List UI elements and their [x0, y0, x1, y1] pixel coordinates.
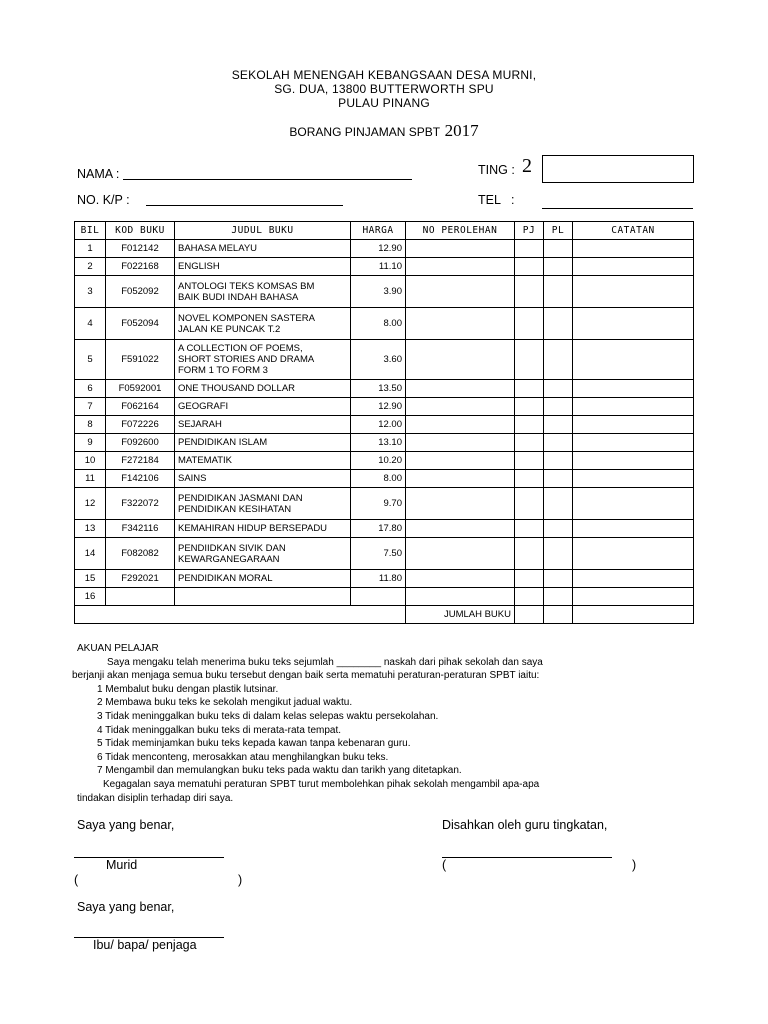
- table-row: [75, 538, 694, 570]
- pj-cell[interactable]: [515, 452, 544, 470]
- table-row: [75, 398, 694, 416]
- judul-cell: [175, 380, 351, 398]
- perolehan-cell[interactable]: [406, 434, 515, 452]
- bil-cell: 4: [75, 308, 106, 340]
- ting-box[interactable]: [542, 155, 694, 183]
- perolehan-cell[interactable]: [406, 276, 515, 308]
- judul-cell: [175, 452, 351, 470]
- bil-cell: 7: [75, 398, 106, 416]
- kod-cell: F072226: [106, 416, 175, 434]
- col-header-catatan: CATATAN: [573, 222, 694, 240]
- guru-signature-line[interactable]: [442, 857, 612, 858]
- judul-cell: [175, 570, 351, 588]
- judul-line: KEMAHIRAN HIDUP BERSEPADU: [178, 523, 328, 534]
- pl-cell[interactable]: [544, 470, 573, 488]
- harga-cell: 8.00: [351, 470, 406, 488]
- judul-line: SEJARAH: [178, 419, 222, 430]
- harga-cell: 12.90: [351, 240, 406, 258]
- pj-cell[interactable]: [515, 416, 544, 434]
- catatan-cell[interactable]: [573, 570, 694, 588]
- table-row: [75, 416, 694, 434]
- pj-cell[interactable]: [515, 588, 544, 606]
- perolehan-cell[interactable]: [406, 380, 515, 398]
- judul-cell: [175, 538, 351, 570]
- akuan-rule: 6 Tidak menconteng, merosakkan atau menghilangkan buku teks.: [97, 751, 389, 763]
- pj-cell[interactable]: [515, 470, 544, 488]
- pj-cell[interactable]: [515, 340, 544, 380]
- pj-cell[interactable]: [515, 434, 544, 452]
- guru-paren-open: (: [442, 858, 447, 872]
- judul-line: ONE THOUSAND DOLLAR: [178, 383, 296, 394]
- murid-paren-close: ): [238, 873, 243, 887]
- harga-cell: [351, 588, 406, 606]
- book-rows: [75, 240, 694, 606]
- table-row: [75, 380, 694, 398]
- table-row: [75, 240, 694, 258]
- pj-cell[interactable]: [515, 380, 544, 398]
- table-row: [75, 434, 694, 452]
- nama-label: NAMA :: [77, 167, 120, 181]
- pl-cell[interactable]: [544, 308, 573, 340]
- perolehan-cell[interactable]: [406, 570, 515, 588]
- judul-line: SHORT STORIES AND DRAMA: [178, 354, 315, 365]
- pl-cell[interactable]: [544, 452, 573, 470]
- judul-line: FORM 1 TO FORM 3: [178, 365, 268, 376]
- judul-cell: [175, 588, 351, 606]
- murid-paren-open: (: [74, 873, 79, 887]
- judul-line: A COLLECTION OF POEMS,: [178, 343, 303, 354]
- catatan-cell[interactable]: [573, 538, 694, 570]
- guru-paren-close: ): [632, 858, 637, 872]
- perolehan-cell[interactable]: [406, 398, 515, 416]
- table-row: [75, 488, 694, 520]
- pl-cell[interactable]: [544, 240, 573, 258]
- bil-cell: 9: [75, 434, 106, 452]
- col-header-kod: KOD BUKU: [106, 222, 175, 240]
- col-header-pj: PJ: [515, 222, 544, 240]
- judul-line: KEWARGANEGARAAN: [178, 553, 280, 565]
- akuan-rule: 4 Tidak meninggalkan buku teks di merata-rata tempat.: [97, 724, 342, 736]
- perolehan-cell[interactable]: [406, 470, 515, 488]
- pl-cell[interactable]: [544, 520, 573, 538]
- catatan-cell[interactable]: [573, 340, 694, 380]
- akuan-rule: 5 Tidak meminjamkan buku teks kepada kawan tanpa kebenaran guru.: [97, 738, 411, 750]
- bil-cell: 3: [75, 276, 106, 308]
- akuan-rule: 1 Membalut buku dengan plastik lutsinar.: [97, 683, 279, 695]
- pj-cell[interactable]: [515, 398, 544, 416]
- table-row: [75, 588, 694, 606]
- judul-line: BAHASA MELAYU: [178, 243, 258, 254]
- jumlah-pl-cell[interactable]: [544, 606, 573, 624]
- akuan-section: [72, 642, 637, 805]
- judul-cell: [175, 258, 351, 276]
- pl-cell[interactable]: [544, 340, 573, 380]
- disahkan-label: Disahkan oleh guru tingkatan,: [442, 818, 608, 832]
- catatan-cell[interactable]: [573, 588, 694, 606]
- col-header-judul: JUDUL BUKU: [175, 222, 351, 240]
- table-header-row: [75, 222, 694, 240]
- kod-cell: F012142: [106, 240, 175, 258]
- bil-cell: 16: [75, 588, 106, 606]
- kod-cell: F322072: [106, 488, 175, 520]
- ting-value: 2: [522, 155, 532, 177]
- judul-cell: [175, 276, 351, 308]
- judul-line: PENDIDIKAN MORAL: [178, 573, 273, 584]
- kod-cell: F591022: [106, 340, 175, 380]
- kod-cell: F292021: [106, 570, 175, 588]
- harga-cell: 12.90: [351, 398, 406, 416]
- perolehan-cell[interactable]: [406, 588, 515, 606]
- bil-cell: 2: [75, 258, 106, 276]
- table-row: [75, 276, 694, 308]
- murid-label: Murid: [106, 858, 138, 872]
- judul-cell: [175, 470, 351, 488]
- akuan-intro-1: Saya mengaku telah menerima buku teks sejumlah ________ naskah dari pihak sekolah dan saya: [107, 656, 543, 668]
- catatan-cell[interactable]: [573, 452, 694, 470]
- kod-cell: F092600: [106, 434, 175, 452]
- judul-cell: [175, 520, 351, 538]
- jumlah-catatan-cell[interactable]: [573, 606, 694, 624]
- judul-cell: [175, 398, 351, 416]
- judul-line: SAINS: [178, 473, 207, 484]
- catatan-cell[interactable]: [573, 240, 694, 258]
- judul-line: ENGLISH: [178, 261, 220, 272]
- pl-cell[interactable]: [544, 434, 573, 452]
- catatan-cell[interactable]: [573, 470, 694, 488]
- kp-field[interactable]: [146, 205, 343, 206]
- pj-cell[interactable]: [515, 240, 544, 258]
- saya-benar-label-2: Saya yang benar,: [77, 900, 175, 914]
- catatan-cell[interactable]: [573, 520, 694, 538]
- judul-cell: [175, 488, 351, 520]
- table-row: [75, 452, 694, 470]
- perolehan-cell[interactable]: [406, 416, 515, 434]
- pj-cell[interactable]: [515, 308, 544, 340]
- harga-cell: 3.90: [351, 276, 406, 308]
- judul-line: ANTOLOGI TEKS KOMSAS BM: [178, 280, 315, 292]
- school-address: SG. DUA, 13800 BUTTERWORTH SPU: [274, 82, 494, 96]
- table-row: [75, 258, 694, 276]
- form-year: 2017: [444, 121, 479, 140]
- perolehan-cell[interactable]: [406, 538, 515, 570]
- akuan-rule: 3 Tidak meninggalkan buku teks di dalam kelas selepas waktu persekolahan.: [97, 710, 439, 722]
- col-header-harga: HARGA: [351, 222, 406, 240]
- judul-cell: [175, 308, 351, 340]
- bil-cell: 12: [75, 488, 106, 520]
- judul-line: BAIK BUDI INDAH BAHASA: [178, 291, 299, 303]
- kod-cell: F022168: [106, 258, 175, 276]
- harga-cell: 3.60: [351, 340, 406, 380]
- harga-cell: 12.00: [351, 416, 406, 434]
- harga-cell: 9.70: [351, 488, 406, 520]
- perolehan-cell[interactable]: [406, 520, 515, 538]
- form-title-row: [0, 121, 768, 141]
- saya-benar-label: Saya yang benar,: [77, 818, 175, 832]
- akuan-title: AKUAN PELAJAR: [77, 643, 159, 654]
- kod-cell: F052092: [106, 276, 175, 308]
- judul-cell: [175, 340, 351, 380]
- akuan-rules-list: [77, 683, 637, 778]
- col-header-perolehan: NO PEROLEHAN: [406, 222, 515, 240]
- pl-cell[interactable]: [544, 380, 573, 398]
- kod-cell: F052094: [106, 308, 175, 340]
- penjaga-label: Ibu/ bapa/ penjaga: [93, 938, 197, 952]
- perolehan-cell[interactable]: [406, 452, 515, 470]
- catatan-cell[interactable]: [573, 380, 694, 398]
- perolehan-cell[interactable]: [406, 340, 515, 380]
- kod-cell: F062164: [106, 398, 175, 416]
- jumlah-label: JUMLAH BUKU: [406, 606, 515, 624]
- bil-cell: 8: [75, 416, 106, 434]
- kod-cell: F142106: [106, 470, 175, 488]
- harga-cell: 17.80: [351, 520, 406, 538]
- harga-cell: 13.10: [351, 434, 406, 452]
- table-row: [75, 520, 694, 538]
- judul-cell: [175, 434, 351, 452]
- pl-cell[interactable]: [544, 258, 573, 276]
- judul-line: PENDIDIKAN KESIHATAN: [178, 503, 292, 515]
- bil-cell: 14: [75, 538, 106, 570]
- judul-line: NOVEL KOMPONEN SASTERA: [178, 312, 315, 324]
- harga-cell: 7.50: [351, 538, 406, 570]
- table-row: [75, 470, 694, 488]
- perolehan-cell[interactable]: [406, 240, 515, 258]
- jumlah-blank: [75, 606, 406, 624]
- school-name: SEKOLAH MENENGAH KEBANGSAAN DESA MURNI,: [231, 68, 537, 82]
- murid-signature-line[interactable]: [74, 857, 224, 858]
- judul-line: PENDIIDKAN SIVIK DAN: [178, 542, 286, 554]
- pj-cell[interactable]: [515, 276, 544, 308]
- tel-colon: :: [511, 193, 515, 207]
- bil-cell: 11: [75, 470, 106, 488]
- bil-cell: 6: [75, 380, 106, 398]
- ting-label: TING :: [478, 163, 515, 177]
- pl-cell[interactable]: [544, 570, 573, 588]
- pl-cell[interactable]: [544, 488, 573, 520]
- harga-cell: 11.10: [351, 258, 406, 276]
- judul-line: PENDIDIKAN JASMANI DAN: [178, 492, 303, 504]
- pj-cell[interactable]: [515, 488, 544, 520]
- nama-field[interactable]: [123, 179, 412, 180]
- judul-cell: [175, 416, 351, 434]
- akuan-rule: 2 Membawa buku teks ke sekolah mengikut jadual waktu.: [97, 697, 353, 709]
- judul-line: PENDIDIKAN ISLAM: [178, 437, 268, 448]
- kod-cell: F272184: [106, 452, 175, 470]
- pj-cell[interactable]: [515, 570, 544, 588]
- kp-label: NO. K/P :: [77, 193, 130, 207]
- catatan-cell[interactable]: [573, 258, 694, 276]
- catatan-cell[interactable]: [573, 416, 694, 434]
- jumlah-row: [75, 606, 694, 624]
- pl-cell[interactable]: [544, 416, 573, 434]
- kod-cell: F082082: [106, 538, 175, 570]
- bil-cell: 15: [75, 570, 106, 588]
- akuan-rule: 7 Mengambil dan memulangkan buku teks pada waktu dan tarikh yang ditetapkan.: [97, 765, 462, 777]
- harga-cell: 10.20: [351, 452, 406, 470]
- bil-cell: 13: [75, 520, 106, 538]
- jumlah-pj-cell[interactable]: [515, 606, 544, 624]
- pl-cell[interactable]: [544, 398, 573, 416]
- perolehan-cell[interactable]: [406, 258, 515, 276]
- perolehan-cell[interactable]: [406, 488, 515, 520]
- akuan-closing-2: tindakan disiplin terhadap diri saya.: [77, 792, 234, 804]
- judul-cell: [175, 240, 351, 258]
- table-row: [75, 340, 694, 380]
- catatan-cell[interactable]: [573, 276, 694, 308]
- catatan-cell[interactable]: [573, 308, 694, 340]
- harga-cell: 13.50: [351, 380, 406, 398]
- col-header-pl: PL: [544, 222, 573, 240]
- form-title: BORANG PINJAMAN SPBT: [289, 125, 441, 139]
- col-header-bil: BIL: [75, 222, 106, 240]
- kod-cell: F342116: [106, 520, 175, 538]
- catatan-cell[interactable]: [573, 434, 694, 452]
- akuan-closing-1: Kegagalan saya mematuhi peraturan SPBT turut membolehkan pihak sekolah mengambil apa-apa: [103, 778, 540, 790]
- akuan-intro-2: berjanji akan menjaga semua buku tersebut dengan baik serta mematuhi peraturan-peraturan SPBT iaitu:: [72, 670, 540, 682]
- bil-cell: 5: [75, 340, 106, 380]
- harga-cell: 11.80: [351, 570, 406, 588]
- kod-cell: [106, 588, 175, 606]
- judul-line: JALAN KE PUNCAK T.2: [178, 323, 281, 335]
- pl-cell[interactable]: [544, 588, 573, 606]
- kod-cell: F0592001: [106, 380, 175, 398]
- pl-cell[interactable]: [544, 538, 573, 570]
- tel-field[interactable]: [542, 208, 693, 209]
- bil-cell: 10: [75, 452, 106, 470]
- pj-cell[interactable]: [515, 520, 544, 538]
- pj-cell[interactable]: [515, 258, 544, 276]
- harga-cell: 8.00: [351, 308, 406, 340]
- pj-cell[interactable]: [515, 538, 544, 570]
- table-row: [75, 308, 694, 340]
- perolehan-cell[interactable]: [406, 308, 515, 340]
- book-table: [74, 221, 694, 624]
- pl-cell[interactable]: [544, 276, 573, 308]
- school-state: PULAU PINANG: [338, 96, 430, 110]
- table-row: [75, 570, 694, 588]
- judul-line: GEOGRAFI: [178, 401, 229, 412]
- judul-line: MATEMATIK: [178, 455, 233, 466]
- catatan-cell[interactable]: [573, 398, 694, 416]
- bil-cell: 1: [75, 240, 106, 258]
- catatan-cell[interactable]: [573, 488, 694, 520]
- tel-label: TEL: [478, 193, 501, 207]
